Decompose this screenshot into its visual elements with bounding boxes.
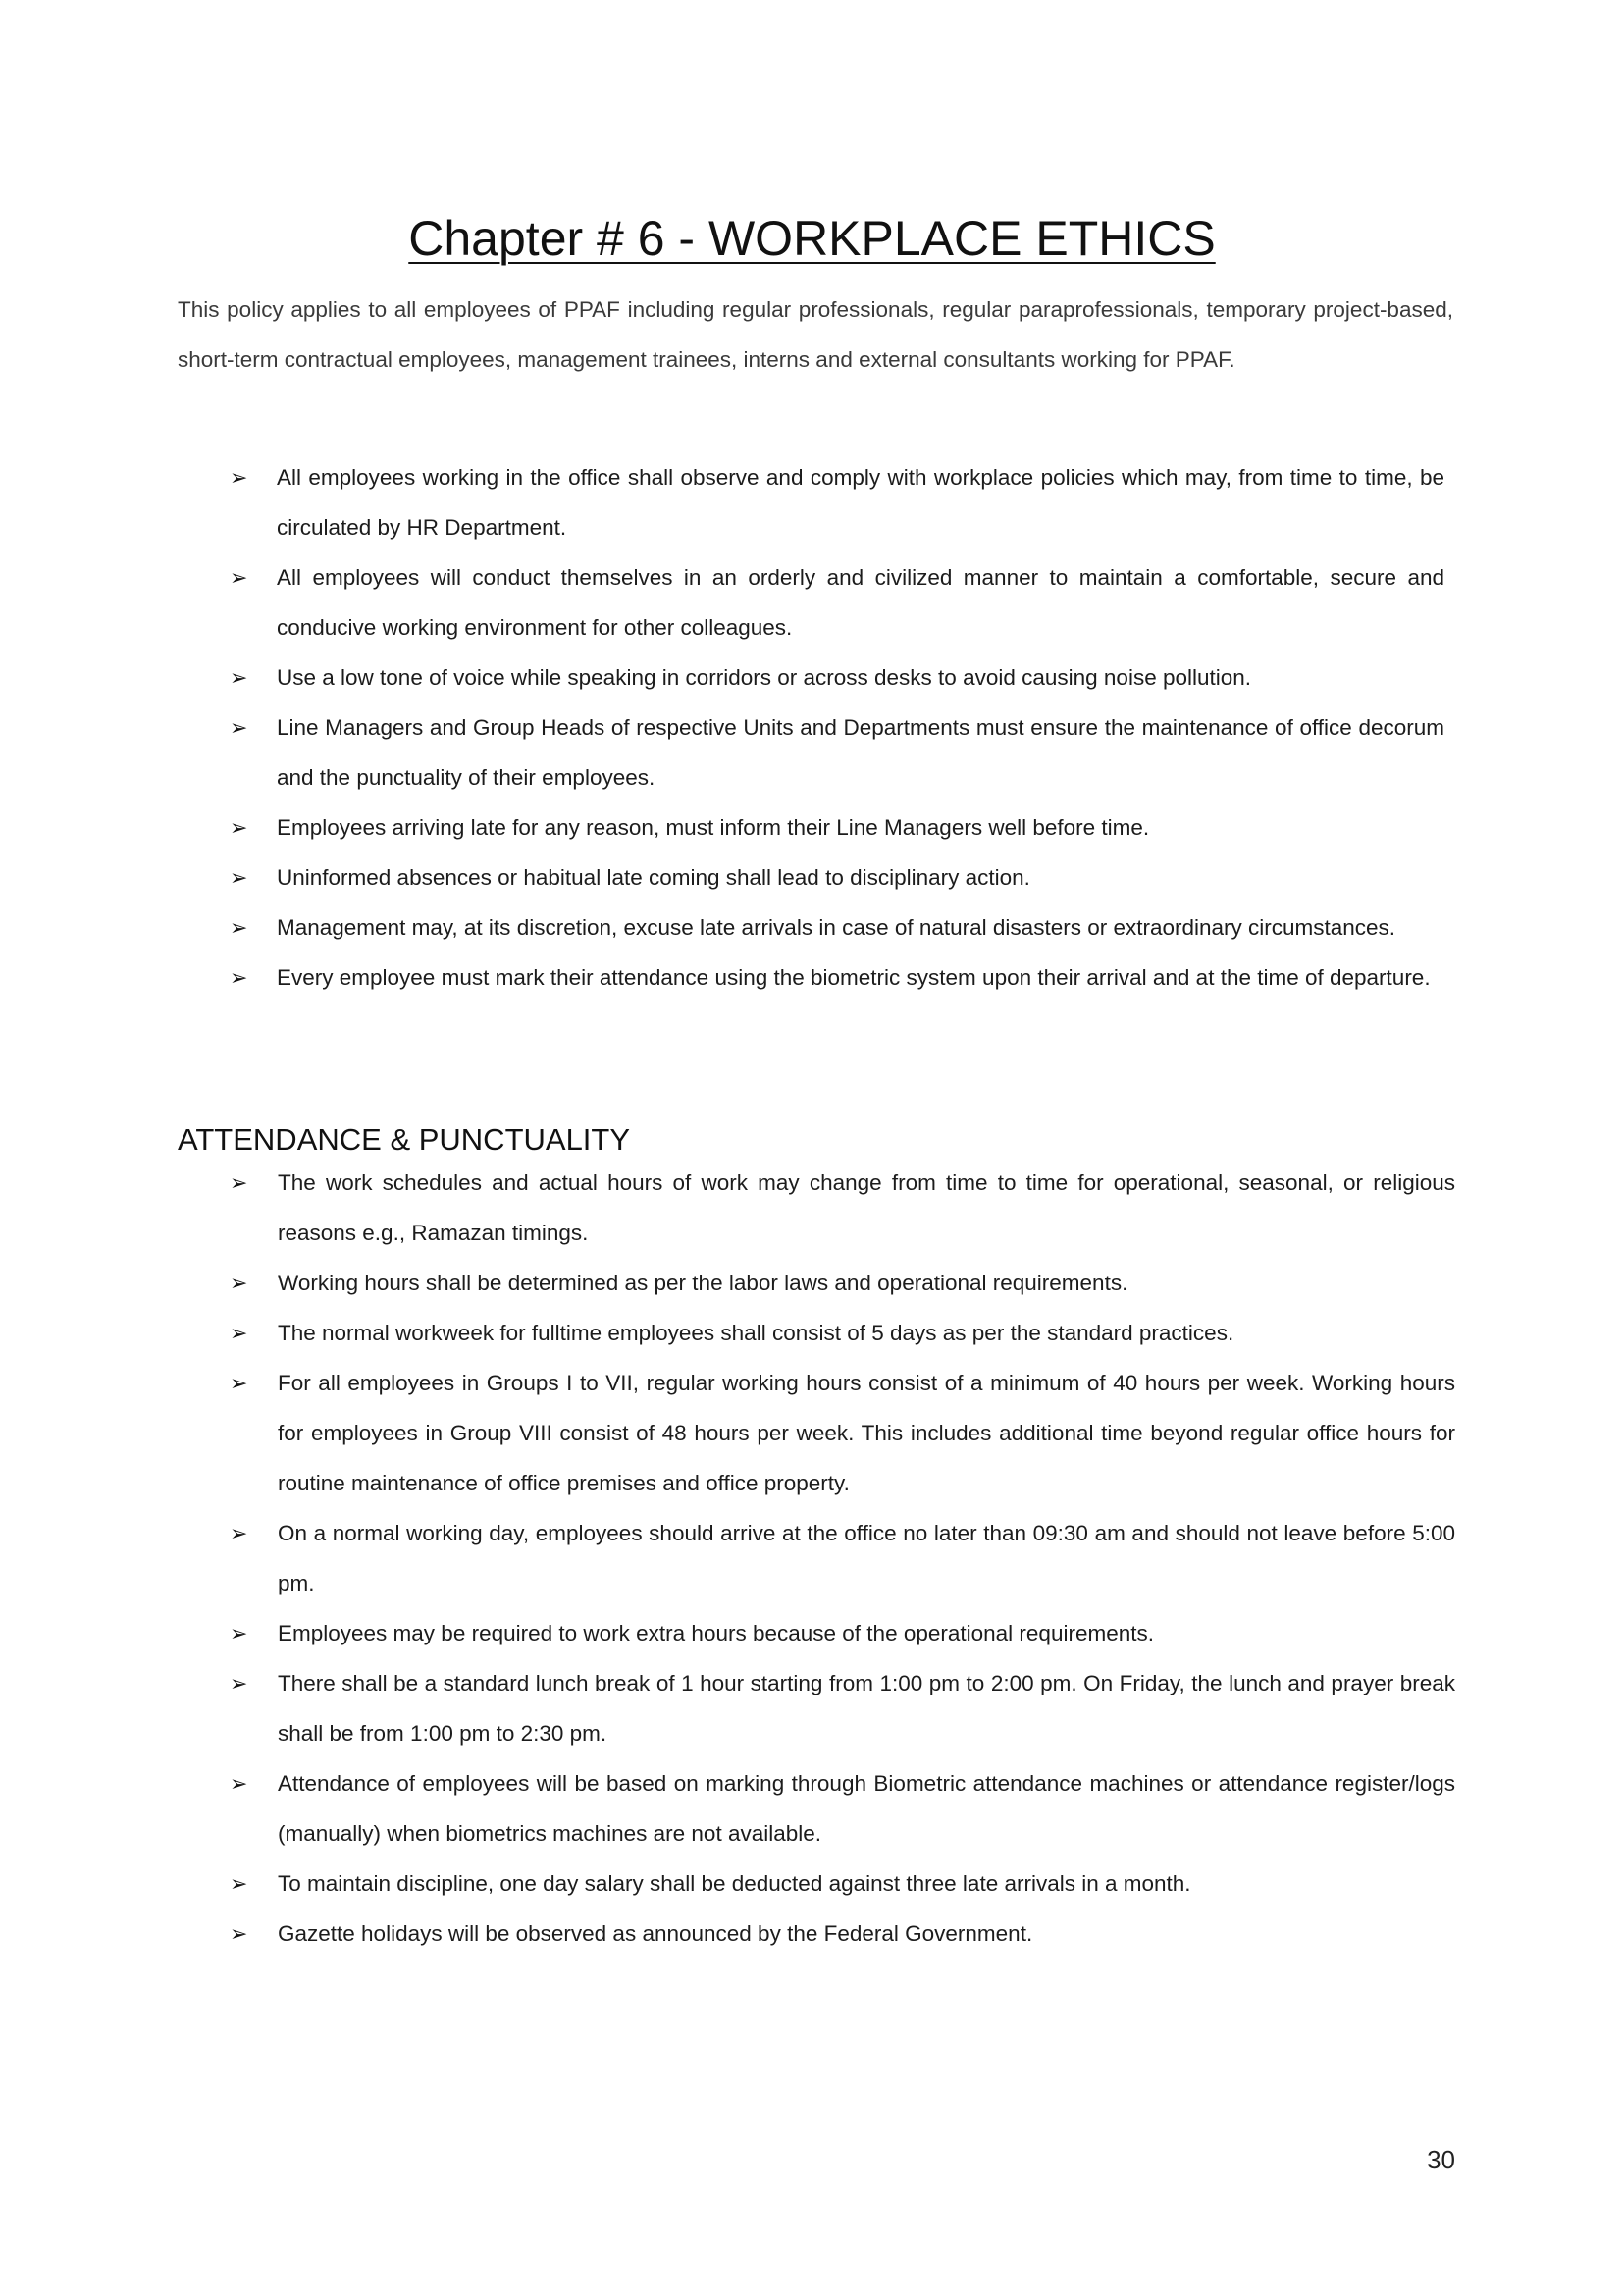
list-item-text: Attendance of employees will be based on marking through Biometric attendance machines or attendance register/logs (manually) when biometrics machines are not available.	[278, 1771, 1455, 1846]
arrow-bullet-icon: ➢	[230, 1371, 248, 1395]
list-item	[0, 1658, 1624, 1758]
list-item-text: Line Managers and Group Heads of respective Units and Departments must ensure the maintenance of office decorum and the punctuality of their employees.	[277, 715, 1444, 790]
list-item-text: The normal workweek for fulltime employees shall consist of 5 days as per the standard practices.	[278, 1321, 1234, 1345]
arrow-bullet-icon: ➢	[230, 815, 248, 840]
list-item-text: On a normal working day, employees should arrive at the office no later than 09:30 am and should not leave before 5:00 pm.	[278, 1521, 1455, 1595]
arrow-bullet-icon: ➢	[230, 1271, 248, 1295]
list-item	[0, 853, 1624, 903]
page-number: 30	[1427, 2145, 1455, 2174]
page-title: Chapter # 6 - WORKPLACE ETHICS	[408, 211, 1216, 266]
list-item	[0, 1908, 1624, 1958]
arrow-bullet-icon: ➢	[230, 915, 248, 940]
list-item	[0, 1358, 1624, 1508]
list-item-text: Management may, at its discretion, excuse late arrivals in case of natural disasters or extraordinary circumstances.	[277, 915, 1396, 940]
arrow-bullet-icon: ➢	[230, 565, 248, 590]
arrow-bullet-icon: ➢	[230, 965, 248, 990]
workplace-ethics-list	[0, 452, 1624, 1003]
section-heading-attendance: ATTENDANCE & PUNCTUALITY	[178, 1122, 631, 1157]
arrow-bullet-icon: ➢	[230, 665, 248, 690]
list-item	[0, 1158, 1624, 1258]
list-item-text: For all employees in Groups I to VII, regular working hours consist of a minimum of 40 hours per week. Working hours for employees in Group VIII consist of 48 hours per week. This includes additional time beyond regular office hours for routine maintenance of office premises and office property.	[278, 1371, 1455, 1495]
intro-paragraph: This policy applies to all employees of PPAF including regular professionals, regular paraprofessionals, temporary project-based, short-term contractual employees, management trainees, interns and external consultants working for PPAF.	[178, 297, 1453, 372]
arrow-bullet-icon: ➢	[230, 1321, 248, 1345]
list-item-text: To maintain discipline, one day salary shall be deducted against three late arrivals in a month.	[278, 1871, 1191, 1896]
arrow-bullet-icon: ➢	[230, 1771, 248, 1796]
list-item-text: Use a low tone of voice while speaking in corridors or across desks to avoid causing noise pollution.	[277, 665, 1252, 690]
list-item-text: Uninformed absences or habitual late coming shall lead to disciplinary action.	[277, 865, 1030, 890]
list-item	[0, 703, 1624, 803]
arrow-bullet-icon: ➢	[230, 1671, 248, 1695]
list-item-text: Employees arriving late for any reason, must inform their Line Managers well before time.	[277, 815, 1150, 840]
list-item	[0, 1758, 1624, 1858]
attendance-list	[0, 1158, 1624, 1958]
list-item	[0, 803, 1624, 853]
list-item	[0, 652, 1624, 703]
list-item-text: All employees will conduct themselves in an orderly and civilized manner to maintain a comfortable, secure and conducive working environment for other colleagues.	[277, 565, 1444, 640]
arrow-bullet-icon: ➢	[230, 1871, 248, 1896]
list-item-text: There shall be a standard lunch break of 1 hour starting from 1:00 pm to 2:00 pm. On Friday, the lunch and prayer break shall be from 1:00 pm to 2:30 pm.	[278, 1671, 1455, 1746]
list-item	[0, 1258, 1624, 1308]
arrow-bullet-icon: ➢	[230, 1621, 248, 1645]
list-item	[0, 1308, 1624, 1358]
list-item	[0, 1608, 1624, 1658]
list-item-text: Gazette holidays will be observed as announced by the Federal Government.	[278, 1921, 1033, 1946]
list-item-text: The work schedules and actual hours of work may change from time to time for operational, seasonal, or religious reasons e.g., Ramazan timings.	[278, 1171, 1455, 1245]
list-item	[0, 1508, 1624, 1608]
list-item	[0, 953, 1624, 1003]
arrow-bullet-icon: ➢	[230, 465, 248, 490]
arrow-bullet-icon: ➢	[230, 1521, 248, 1545]
list-item-text: Working hours shall be determined as per the labor laws and operational requirements.	[278, 1271, 1128, 1295]
list-item	[0, 1858, 1624, 1908]
arrow-bullet-icon: ➢	[230, 1921, 248, 1946]
arrow-bullet-icon: ➢	[230, 715, 248, 740]
list-item	[0, 452, 1624, 552]
arrow-bullet-icon: ➢	[230, 1171, 248, 1195]
list-item	[0, 552, 1624, 652]
arrow-bullet-icon: ➢	[230, 865, 248, 890]
list-item-text: Employees may be required to work extra hours because of the operational requirements.	[278, 1621, 1154, 1645]
list-item-text: Every employee must mark their attendance using the biometric system upon their arrival and at the time of departure.	[277, 965, 1431, 990]
list-item	[0, 903, 1624, 953]
list-item-text: All employees working in the office shall observe and comply with workplace policies which may, from time to time, be circulated by HR Department.	[277, 465, 1444, 540]
